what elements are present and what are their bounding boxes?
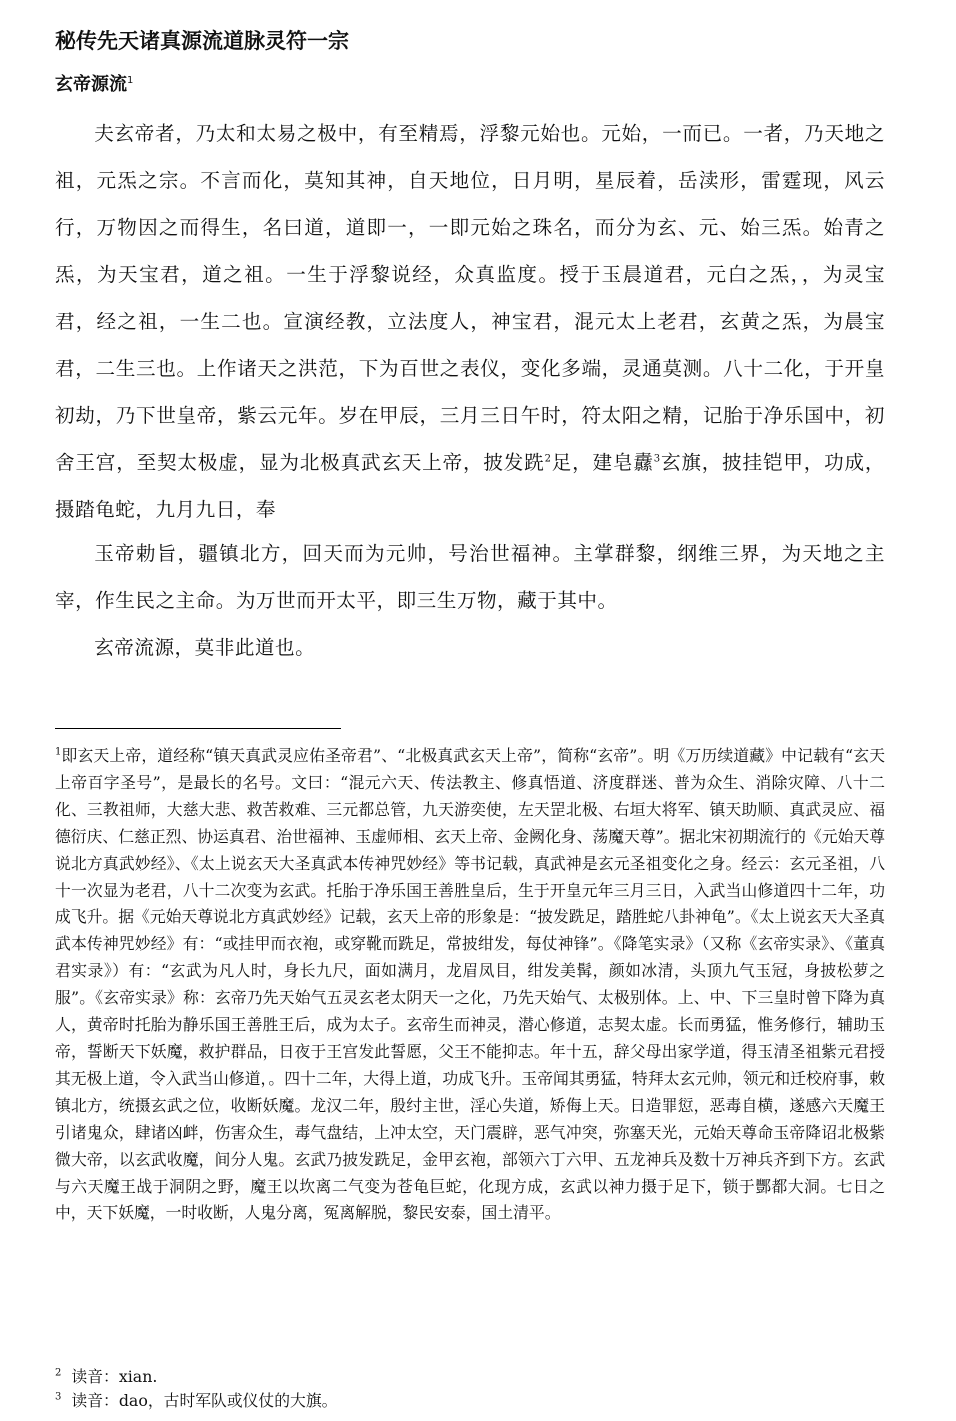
paragraph-1-part-a: 夫玄帝者，乃太和太易之极中，有至精焉，浮黎元始也。元始，一而已。一者，乃天地之祖，元炁之宗。不言而化，莫知其神，自天地位，日月明，星辰着，岳渎形，雷霆现，风云行，万物因之而得生，名曰道，道即一，一即元始之珠名，而分为玄、元、始三炁。始青之炁，为天宝君，道之祖。一生于浮黎说经，众真监度。授于玉晨道君，元白之炁，，为灵宝君，经之祖，一生二也。宣演经教，立法度人，神宝君，混元太上老君，玄黄之炁，为晨宝君，二生三也。上作诸天之洪范，下为百世之表仪，变化多端，灵通莫测。八十二化，于开皇初劫，乃下世皇帝，紫云元年。岁在甲辰，三月三日午时，符太阳之精，记胎于净乐国中，初舍王宫，至契太极虚，显为北极真武玄天上帝，披发跣 [55,122,885,474]
footnote-2 [55,1366,885,1388]
footnote-1 [55,743,885,1227]
footnote-1-mark: 1 [55,746,62,758]
paragraph-1 [55,110,885,533]
paragraph-1-part-b: 足，建皂纛 [551,451,654,474]
section-heading [55,72,133,98]
footnote-2-mark: 2 [55,1367,62,1379]
footnote-ref-2: 2 [544,453,552,465]
footnote-1-text: 即玄天上帝，道经称“镇天真武灵应佑圣帝君”、“北极真武玄天上帝”，简称“玄帝”。明《万历续道藏》中记载有“玄天上帝百字圣号”，是最长的名号。文曰：“混元六天、传法教主、修真悟道、济度群迷、普为众生、消除灾障、八十二化、三教祖师，大慈大悲、救苦救难、三元都总管，九天游奕使，左天罡北极、右垣大将军、镇天助顺、真武灵应、福德衍庆、仁慈正烈、协运真君、治世福神、玉虚师相、玄天上帝、金阙化身、荡魔天尊”。据北宋初期流行的《元始天尊说北方真武妙经》、《太上说玄天大圣真武本传神咒妙经》等书记载，真武神是玄元圣祖变化之身。经云：玄元圣祖，八十一次显为老君，八十二次变为玄武。托胎于净乐国王善胜皇后，生于开皇元年三月三日，入武当山修道四十二年，功成飞升。据《元始天尊说北方真武妙经》记载，玄天上帝的形象是：“披发跣足，踏胜蛇八卦神龟”。《太上说玄天大圣真武本传神咒妙经》有：“或挂甲而衣袍，或穿靴而跣足，常披绀发，每仗神锋”。《降笔实录》（又称《玄帝实录》、《董真君实录》）有：“玄武为凡人时，身长九尺，面如满月，龙眉凤目，绀发美髯，颜如冰清，头顶九气玉冠，身披松萝之服”。《玄帝实录》称：玄帝乃先天始气五灵玄老太阴天一之化，乃先天始气、太极别体。上、中、下三皇时曾下降为真人，黄帝时托胎为静乐国王善胜王后，成为太子。玄帝生而神灵，潜心修道，志契太虚。长而勇猛，惟务修行，辅助玉帝，誓断天下妖魔，救护群品，日夜于王宫发此誓愿，父王不能抑志。年十五，辞父母出家学道，得玉清圣祖紫元君授其无极上道，令入武当山修道，。四十二年，大得上道，功成飞升。玉帝闻其勇猛，特拜太玄元帅，领元和迁校府事，敕镇北方，统摄玄武之位，收断妖魔。龙汉二年，殷纣主世，淫心失道，矫侮上天。日造罪愆，恶毒自横，遂感六天魔王引诸鬼众，肆诸凶衅，伤害众生，毒气盘结，上冲太空，天门震辟，恶气冲突，弥塞天光，元始天尊命玉帝降诏北极紫微大帝，以玄武收魔，间分人鬼。玄武乃披发跣足，金甲玄袍，部领六丁六甲、五龙神兵及数十万神兵齐到下方。玄武与六天魔王战于洞阴之野，魔王以坎离二气变为苍龟巨蛇，化现方成，玄武以神力摄于足下，锁于酆都大洞。七日之中，天下妖魔，一时收断，人鬼分离，冤离解脱，黎民安泰，国土清平。 [55,746,885,1223]
paragraph-2: 玉帝勅旨，疆镇北方，回天而为元帅，号治世福神。主掌群黎，纲维三界，为天地之主宰，作生民之主命。为万世而开太平，即三生万物，藏于其中。 [55,542,885,612]
footnote-ref-1: 1 [127,75,134,86]
paragraph-3: 玄帝流源，莫非此道也。 [94,636,316,659]
footnote-3 [55,1390,885,1412]
section-heading-text: 玄帝源流 [55,74,127,95]
footnote-ref-3: 3 [653,453,661,465]
footnote-3-text: 读音：dao，古时军队或仪仗的大旗。 [71,1391,338,1410]
paragraph-1-part-c: 玄旗，披挂铠甲，功成，摄踏龟蛇，九月九日，奉 [55,451,886,521]
document-title: 秘传先天诸真源流道脉灵符一宗 [55,29,349,53]
footnote-3-mark: 3 [55,1391,62,1403]
footnote-divider [55,728,341,729]
footnote-2-text: 读音：xian. [71,1367,158,1386]
